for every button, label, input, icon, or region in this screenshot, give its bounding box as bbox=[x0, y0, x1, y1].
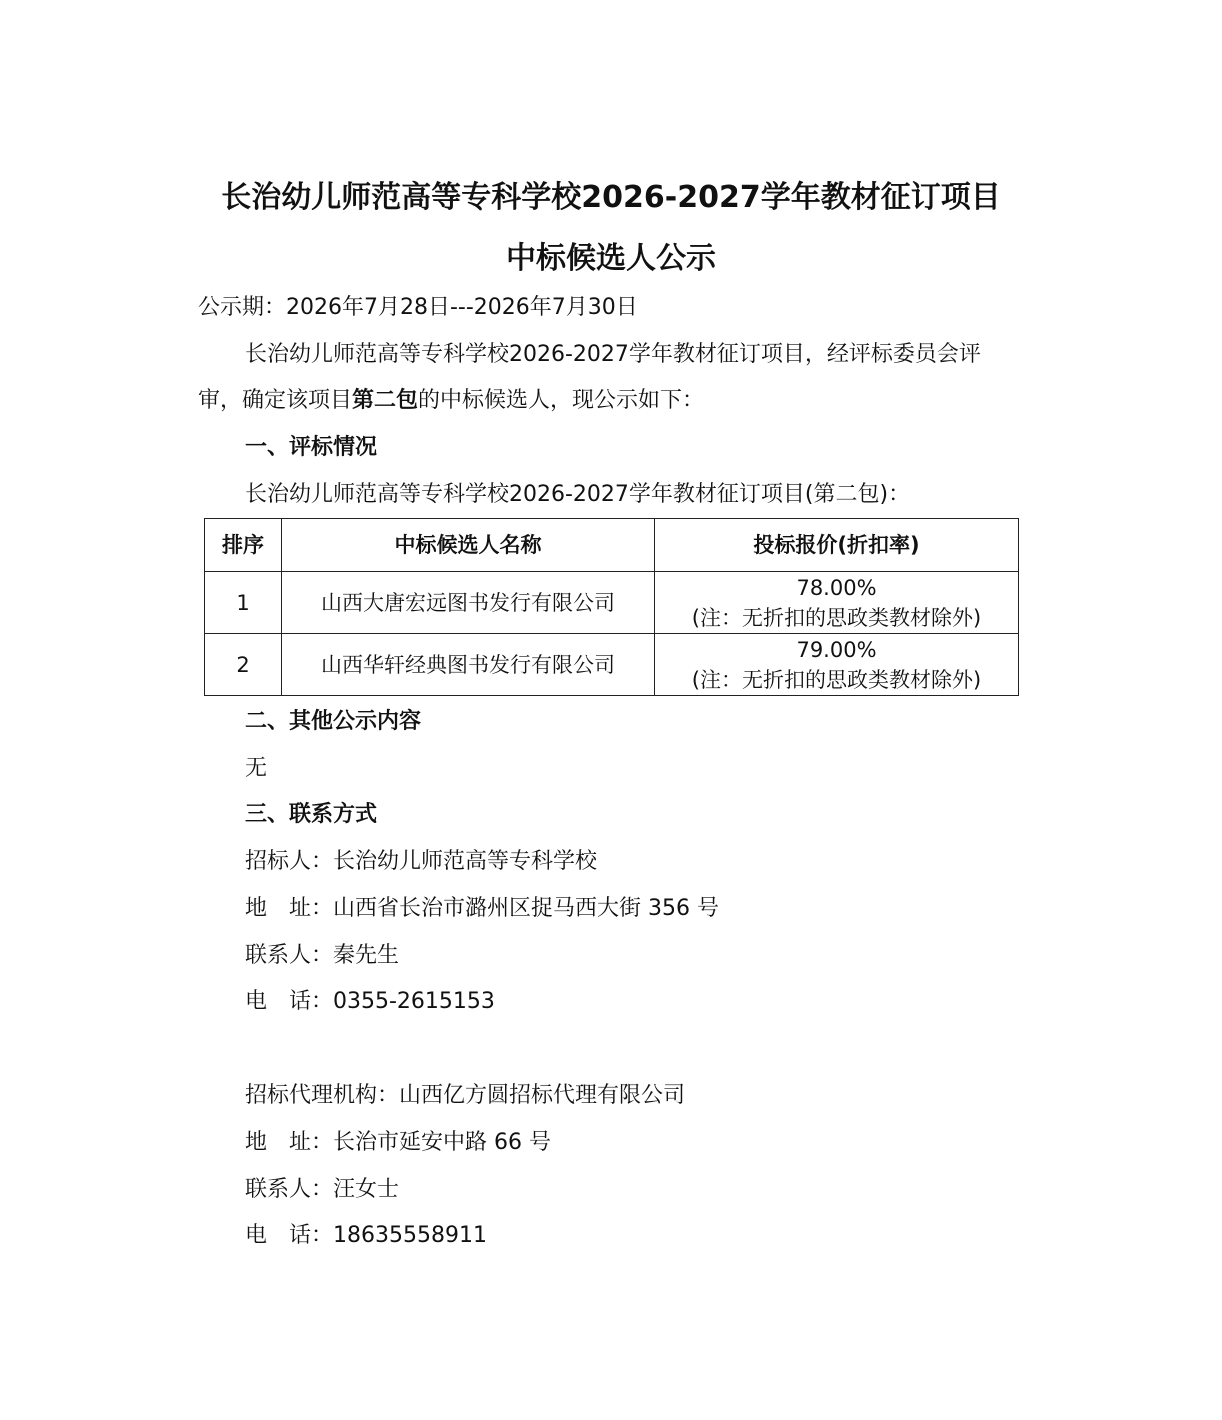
agency-address: 地 址：长治市延安中路 66 号 bbox=[245, 1130, 551, 1155]
price-note: (注：无折扣的思政类教材除外) bbox=[691, 667, 982, 692]
table-row bbox=[205, 572, 1019, 634]
announcement-period: 公示期：2026年7月28日---2026年7月30日 bbox=[198, 295, 638, 320]
intro-paragraph-line2 bbox=[198, 386, 704, 416]
package-label: 第二包 bbox=[352, 388, 419, 413]
table-caption: 长治幼儿师范高等专科学校2026-2027学年教材征订项目(第二包)： bbox=[245, 482, 911, 507]
column-header-bid-price: 投标报价(折扣率) bbox=[655, 519, 1019, 572]
tenderer-contact-person: 联系人：秦先生 bbox=[245, 943, 400, 968]
table-header-row bbox=[205, 519, 1019, 572]
candidate-name-cell: 山西华轩经典图书发行有限公司 bbox=[282, 634, 655, 696]
tenderer-name: 招标人：长治幼儿师范高等专科学校 bbox=[245, 849, 598, 874]
tenderer-phone: 电 话：0355-2615153 bbox=[245, 989, 495, 1014]
document-title-line1: 长治幼儿师范高等专科学校2026-2027学年教材征订项目 bbox=[221, 180, 1001, 215]
price-note: (注：无折扣的思政类教材除外) bbox=[691, 605, 982, 630]
tenderer-address: 地 址：山西省长治市潞州区捉马西大街 356 号 bbox=[245, 896, 719, 921]
document-title-line2: 中标候选人公示 bbox=[506, 241, 716, 276]
intro-text-prefix: 审，确定该项目 bbox=[198, 388, 353, 413]
section-heading-evaluation: 一、评标情况 bbox=[245, 435, 378, 460]
bid-price-cell bbox=[655, 634, 1019, 696]
column-header-rank: 排序 bbox=[205, 519, 282, 572]
candidate-name-cell: 山西大唐宏远图书发行有限公司 bbox=[282, 572, 655, 634]
intro-paragraph-line1: 长治幼儿师范高等专科学校2026-2027学年教材征订项目，经评标委员会评 bbox=[245, 342, 981, 367]
discount-rate: 78.00% bbox=[796, 575, 877, 600]
agency-contact-person: 联系人：汪女士 bbox=[245, 1177, 400, 1202]
bid-results-table bbox=[204, 518, 1019, 696]
other-content-text: 无 bbox=[245, 756, 268, 781]
section-heading-other: 二、其他公示内容 bbox=[245, 709, 422, 734]
bid-price-cell bbox=[655, 572, 1019, 634]
agency-phone: 电 话：18635558911 bbox=[245, 1223, 487, 1248]
agency-name: 招标代理机构：山西亿方圆招标代理有限公司 bbox=[245, 1083, 686, 1108]
section-heading-contact: 三、联系方式 bbox=[245, 802, 378, 827]
intro-text-suffix: 的中标候选人，现公示如下： bbox=[418, 388, 705, 413]
table-row bbox=[205, 634, 1019, 696]
discount-rate: 79.00% bbox=[796, 637, 877, 662]
rank-cell: 2 bbox=[205, 634, 282, 696]
column-header-candidate-name: 中标候选人名称 bbox=[282, 519, 655, 572]
rank-cell: 1 bbox=[205, 572, 282, 634]
